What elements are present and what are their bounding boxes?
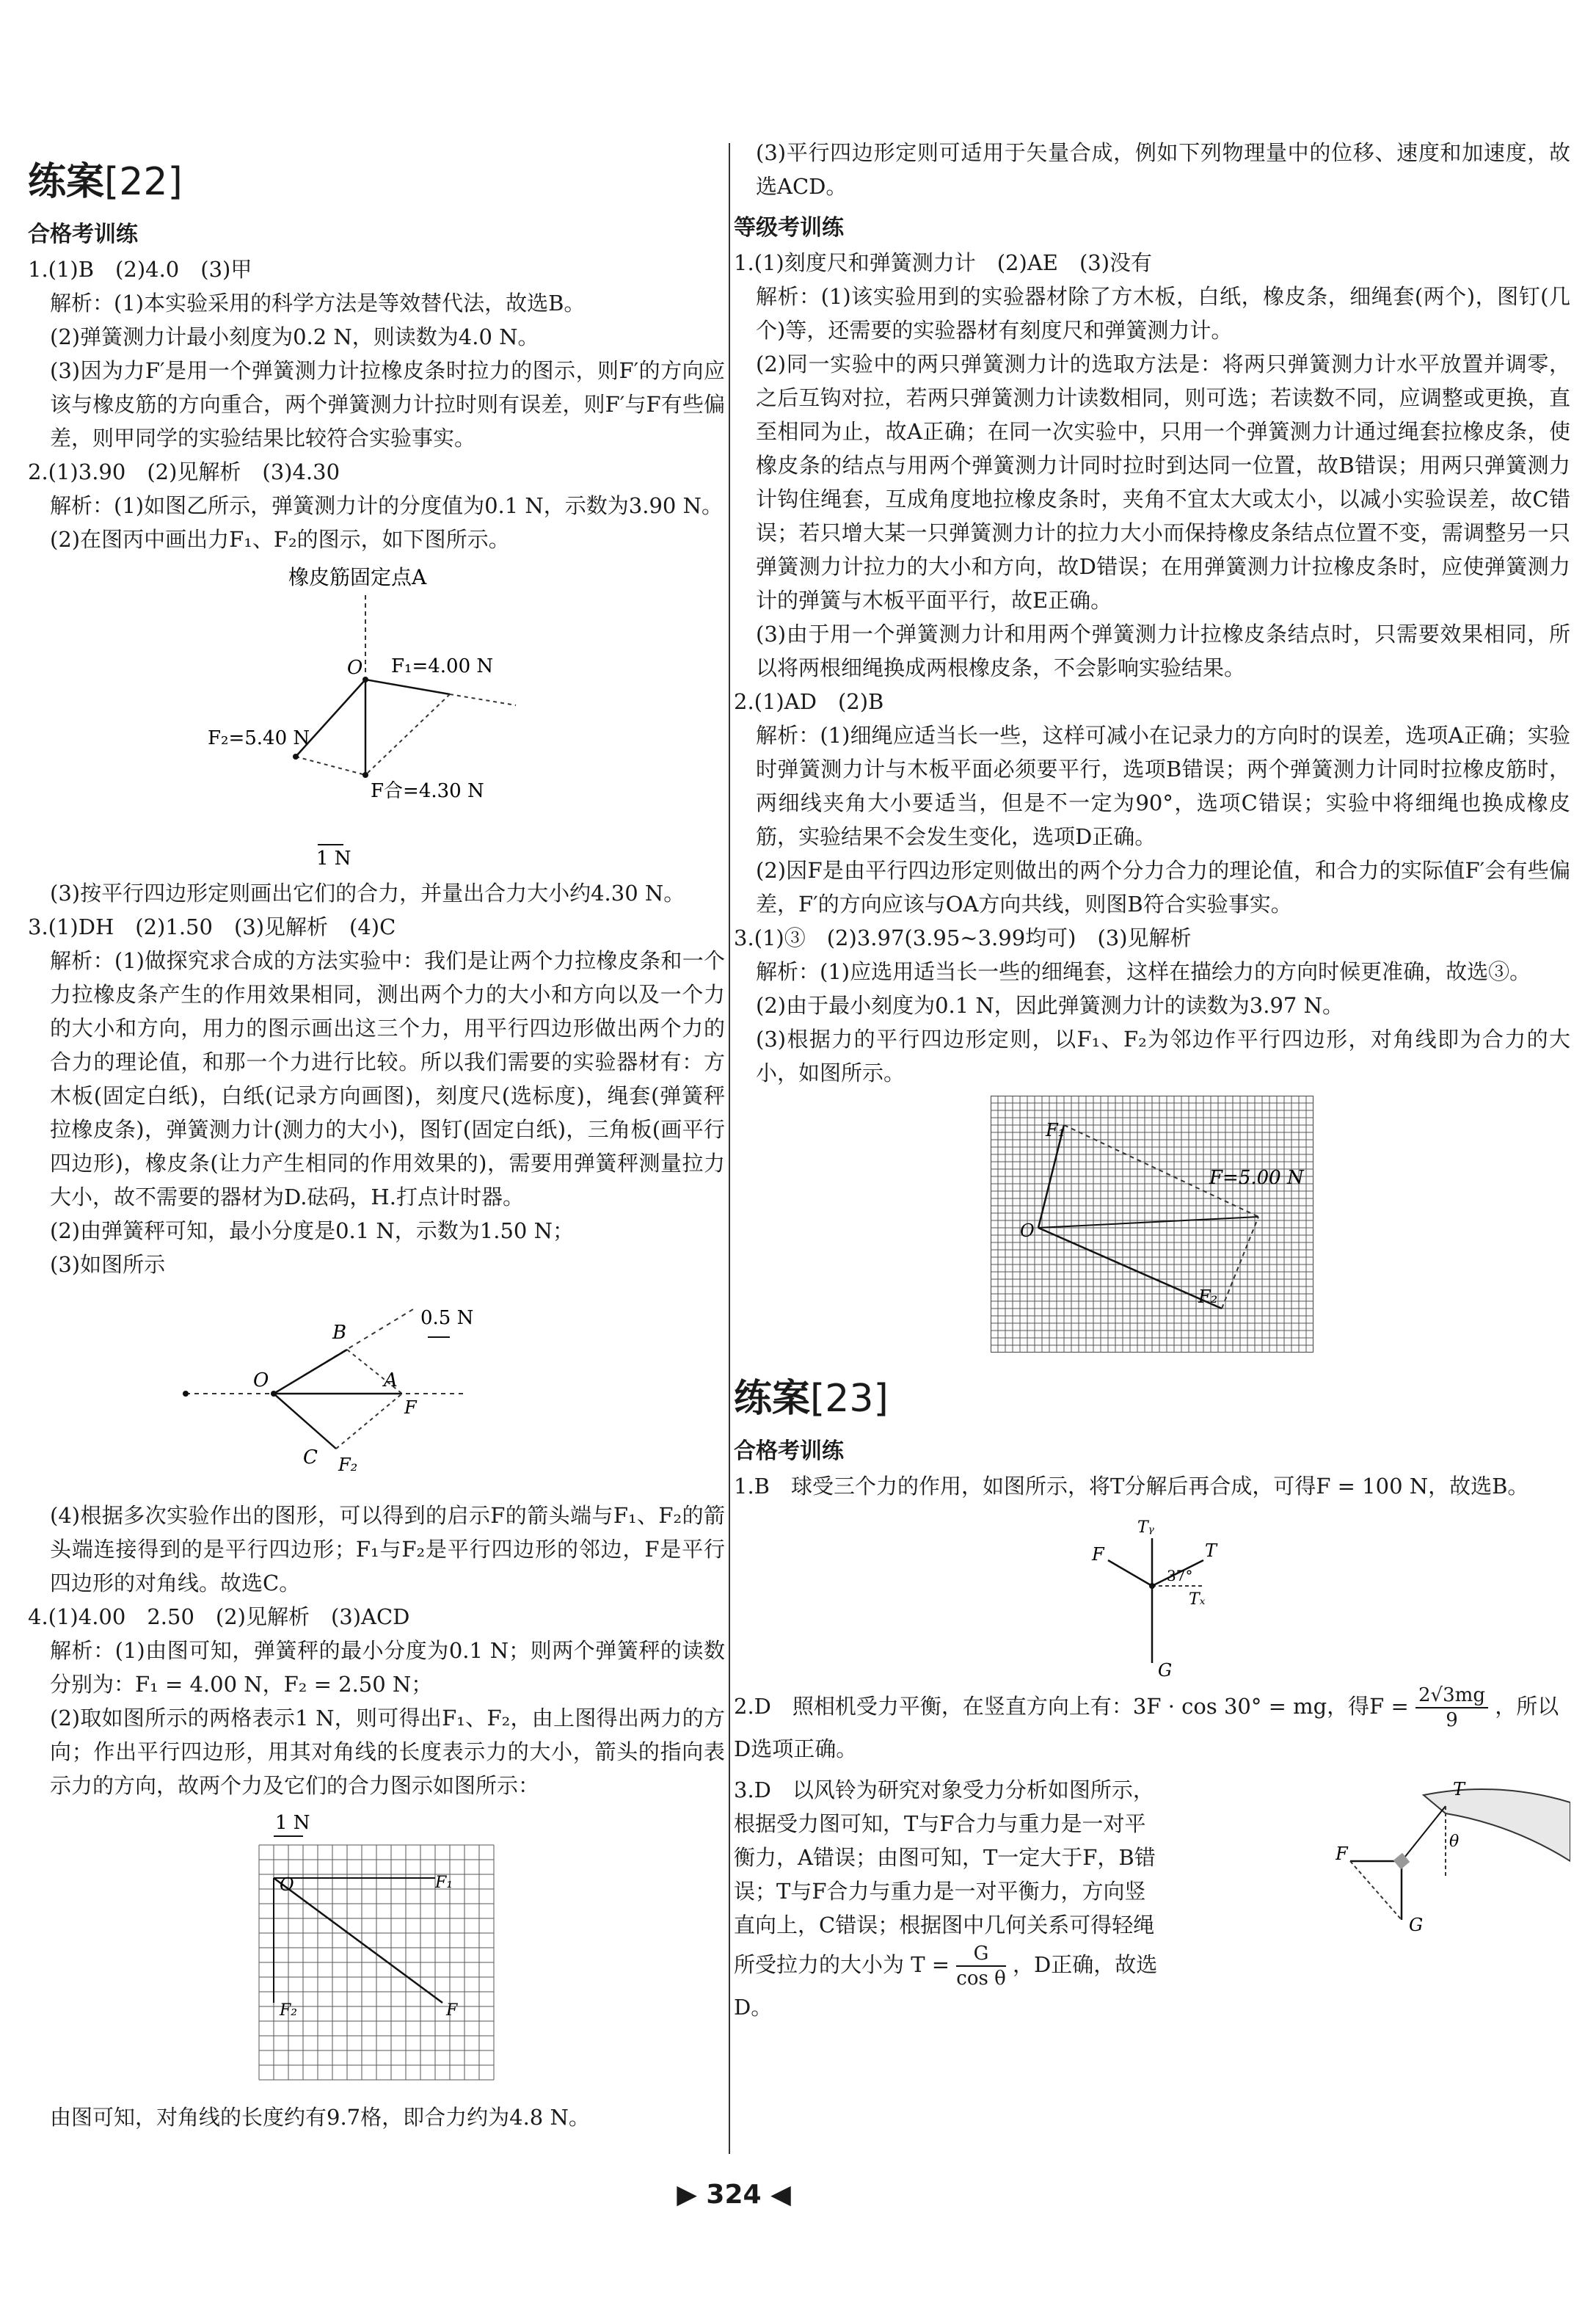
svg-text:1 N: 1 N <box>275 1812 310 1834</box>
svg-text:G: G <box>1158 1660 1173 1678</box>
svg-text:F₂: F₂ <box>338 1455 358 1475</box>
q4-grid-diagram <box>222 1808 531 2095</box>
q4-analysis-cont: (3)平行四边形定则可适用于矢量合成，例如下列物理量中的位移、速度和加速度，故选ACD。 <box>756 140 1570 199</box>
svg-text:F₁=4.00 N: F₁=4.00 N <box>391 655 494 677</box>
q3-analysis-4: (4)根据多次实验作出的图形，可以得到的启示F的箭头端与F₁、F₂的箭头端连接得到的是平行四边形；F₁与F₂是平行四边形的邻边，F是平行四边形的对角线。故选C。 <box>50 1503 725 1595</box>
q1-analysis-3: (3)因为力F′是用一个弹簧测力计拉橡皮条时拉力的图示，则F′的方向应该与橡皮筋的方向重合，两个弹簧测力计拉时则有误差，则F′与F有些偏差，则甲同学的实验结果比较符合实验事实。 <box>50 358 725 451</box>
q3-force-diagram <box>171 1287 582 1493</box>
r3-grid-diagram <box>991 1096 1313 1353</box>
left-column <box>28 136 725 2134</box>
svg-text:Tᵧ: Tᵧ <box>1137 1518 1154 1537</box>
svg-text:F合=4.30 N: F合=4.30 N <box>371 780 484 802</box>
svg-text:F₂: F₂ <box>280 2001 298 2020</box>
r1-analysis-3: (3)由于用一个弹簧测力计和用两个弹簧测力计拉橡皮条结点时，只需要效果相同，所以将两根细绳换成两根橡皮条，不会影响实验结果。 <box>756 622 1570 680</box>
q2-analysis-3: (3)按平行四边形定则画出它们的合力，并量出合力大小约4.30 N。 <box>50 881 685 906</box>
q2-answer: 2.(1)3.90 (2)见解析 (3)4.30 <box>28 459 340 484</box>
svg-text:F: F <box>404 1397 417 1418</box>
svg-text:F₁: F₁ <box>435 1874 453 1892</box>
s2-text: 2.D 照相机受力平衡，在竖直方向上有：3F · cos 30° = mg，得F = $\frac{2√3mg}{9}$ ，所以D选项正确。 <box>734 1684 1559 1761</box>
svg-text:F=5.00 N: F=5.00 N <box>1209 1167 1304 1189</box>
q1-analysis-2: (2)弹簧测力计最小刻度为0.2 N，则读数为4.0 N。 <box>50 324 539 349</box>
q4-answer: 4.(1)4.00 2.50 (2)见解析 (3)ACD <box>28 1604 410 1629</box>
svg-text:T: T <box>1205 1540 1217 1561</box>
q2-analysis-1: 解析：(1)如图乙所示，弹簧测力计的分度值为0.1 N，示数为3.90 N。 <box>50 493 723 518</box>
svg-text:0.5 N: 0.5 N <box>420 1307 474 1329</box>
svg-text:C: C <box>303 1446 318 1469</box>
level-training-label: 等级考训练 <box>734 215 844 241</box>
s1-force-diagram <box>1042 1509 1262 1678</box>
s3-text: 3.D 以风铃为研究对象受力分析如图所示，根据受力图可知，T与F合力与重力是一对平衡力，A错误；由图可知，T一定大于F，B错误；T与F合力与重力是一对平衡力，方向竖直向上，C错误；根据图中几何关系可得轻绳所受拉力的大小为 T = $\frac{G}{\text{cos θ}}$ ，D正确，故选D。 <box>734 1777 1158 2020</box>
q3-analysis-2: (2)由弹簧秤可知，最小分度是0.1 N，示数为1.50 N； <box>50 1218 574 1243</box>
r3-analysis-1: 解析：(1)应选用适当长一些的细绳套，这样在描绘力的方向时候更准确，故选③。 <box>756 959 1531 984</box>
svg-text:G: G <box>1409 1915 1424 1935</box>
q3-analysis-1: 解析：(1)做探究求合成的方法实验中：我们是让两个力拉橡皮条和一个力拉橡皮条产生的作用效果相同，测出两个力的大小和方向以及一个力的大小和方向，用力的图示画出这三个力，用平行四边形做出两个力的合力的理论值，和那一个力进行比较。所以我们需要的实验器材有：方木板(固定白纸)，白纸(记录方向画图)，刻度尺(选标度)，绳套(弹簧秤拉橡皮条)，弹簧测力计(测力的大小)，图钉(固定白纸)，三角板(画平行四边形)，橡皮条(让力产生相同的作用效果的)，需要用弹簧秤测量拉力大小，故不需要的器材为D.砝码，H.打点计时器。 <box>50 948 725 1209</box>
q4-analysis-2: (2)取如图所示的两格表示1 N，则可得出F₁、F₂，由上图得出两力的方向；作出平行四边形，用其对角线的长度表示力的大小，箭头的指向表示力的方向，故两个力及它们的合力图示如图所示： <box>50 1706 725 1798</box>
r1-analysis-1: 解析：(1)该实验用到的实验器材除了方木板，白纸，橡皮条，细绳套(两个)，图钉(几个)等，还需要的实验器材有刻度尺和弹簧测力计。 <box>756 284 1570 343</box>
svg-text:F: F <box>1092 1544 1104 1565</box>
r3-analysis-2: (2)由于最小刻度为0.1 N，因此弹簧测力计的读数为3.97 N。 <box>756 993 1344 1018</box>
svg-text:θ: θ <box>1449 1833 1460 1851</box>
s3-block <box>734 1773 1570 2024</box>
svg-text:O: O <box>253 1369 269 1391</box>
s1-text: 1.B 球受三个力的作用，如图所示，将T分解后再合成，可得F = 100 N，故选B。 <box>734 1474 1529 1499</box>
svg-text:A: A <box>384 1369 398 1391</box>
svg-text:O: O <box>280 1874 294 1895</box>
lesson-23-title: 练案[23] <box>734 1377 889 1421</box>
pass-training-label: 合格考训练 <box>28 222 138 247</box>
lesson-22-title: 练案[22] <box>28 160 183 204</box>
s3-force-diagram <box>1336 1773 1570 1942</box>
r1-analysis-2: (2)同一实验中的两只弹簧测力计的选取方法是：将两只弹簧测力计水平放置并调零，之后互钩对拉，若两只弹簧测力计读数相同，则可选；若读数不同，应调整或更换，直至相同为止，故A正确；在同一次实验中，只用一个弹簧测力计通过绳套拉橡皮条，使橡皮条的结点与用两个弹簧测力计同时拉时到达同一位置，故B错误；用两只弹簧测力计钩住绳套，互成角度地拉橡皮条时，夹角不宜太大或太小，以减小实验误差，故C错误；若只增大某一只弹簧测力计的拉力大小而保持橡皮条结点位置不变，需调整另一只弹簧测力计拉力的大小和方向，故D错误；在用弹簧测力计拉橡皮条时，应使弹簧测力计的弹簧与木板平面平行，故E正确。 <box>756 352 1570 613</box>
s3-fraction: $\frac{G}{\text{cos θ}}$ <box>956 1943 1006 1990</box>
q1-analysis-1: 解析：(1)本实验采用的科学方法是等效替代法，故选B。 <box>50 291 586 316</box>
svg-text:B: B <box>332 1322 347 1344</box>
q2-analysis-2: (2)在图丙中画出力F₁、F₂的图示，如下图所示。 <box>50 527 510 552</box>
svg-text:O: O <box>1020 1220 1035 1241</box>
r1-answer: 1.(1)刻度尺和弹簧测力计 (2)AE (3)没有 <box>734 250 1153 275</box>
q4-analysis-1: 解析：(1)由图可知，弹簧秤的最小分度为0.1 N；则两个弹簧秤的读数分别为：F₁ = 4.00 N，F₂ = 2.50 N； <box>50 1638 725 1697</box>
q1-answer: 1.(1)B (2)4.0 (3)甲 <box>28 257 252 282</box>
q4-analysis-3: 由图可知，对角线的长度约有9.7格，即合力约为4.8 N。 <box>50 2105 590 2130</box>
svg-text:O: O <box>347 657 363 679</box>
fig-title: 橡皮筋固定点A <box>288 565 427 589</box>
q2-force-diagram <box>171 562 582 870</box>
svg-text:T: T <box>1453 1779 1465 1799</box>
right-column <box>734 136 1570 2024</box>
svg-text:F: F <box>1336 1844 1348 1864</box>
pass-training-label-2: 合格考训练 <box>734 1438 844 1464</box>
r3-answer: 3.(1)③ (2)3.97(3.95~3.99均可) (3)见解析 <box>734 925 1192 950</box>
svg-text:F₂=5.40 N: F₂=5.40 N <box>208 727 310 749</box>
svg-text:F: F <box>446 2001 458 2020</box>
page-number: ▶ 324 ◀ <box>677 2180 791 2210</box>
svg-text:Tₓ: Tₓ <box>1189 1590 1206 1609</box>
q3-answer: 3.(1)DH (2)1.50 (3)见解析 (4)C <box>28 914 396 939</box>
svg-text:1 N: 1 N <box>316 848 351 870</box>
q3-analysis-3: (3)如图所示 <box>50 1252 166 1277</box>
svg-text:F₂: F₂ <box>1198 1286 1218 1307</box>
r2-analysis-1: 解析：(1)细绳应适当长一些，这样可减小在记录力的方向时的误差，选项A正确；实验时弹簧测力计与木板平面必须要平行，选项B错误；两个弹簧测力计同时拉橡皮筋时，两细线夹角大小要适当，但是不一定为90°，选项C错误；实验中将细绳也换成橡皮筋，实验结果不会发生变化，选项D正确。 <box>756 723 1570 849</box>
r2-analysis-2: (2)因F是由平行四边形定则做出的两个分力合力的理论值，和合力的实际值F′会有些偏差，F′的方向应该与OA方向共线，则图B符合实验事实。 <box>756 858 1570 917</box>
r3-analysis-3: (3)根据力的平行四边形定则，以F₁、F₂为邻边作平行四边形，对角线即为合力的大小，如图所示。 <box>756 1027 1570 1085</box>
s2-fraction: $\frac{2√3mg}{9}$ <box>1415 1684 1488 1732</box>
r2-answer: 2.(1)AD (2)B <box>734 689 884 714</box>
svg-text:37°: 37° <box>1167 1567 1193 1584</box>
svg-text:F₁: F₁ <box>1046 1120 1065 1140</box>
column-divider <box>729 143 730 2154</box>
